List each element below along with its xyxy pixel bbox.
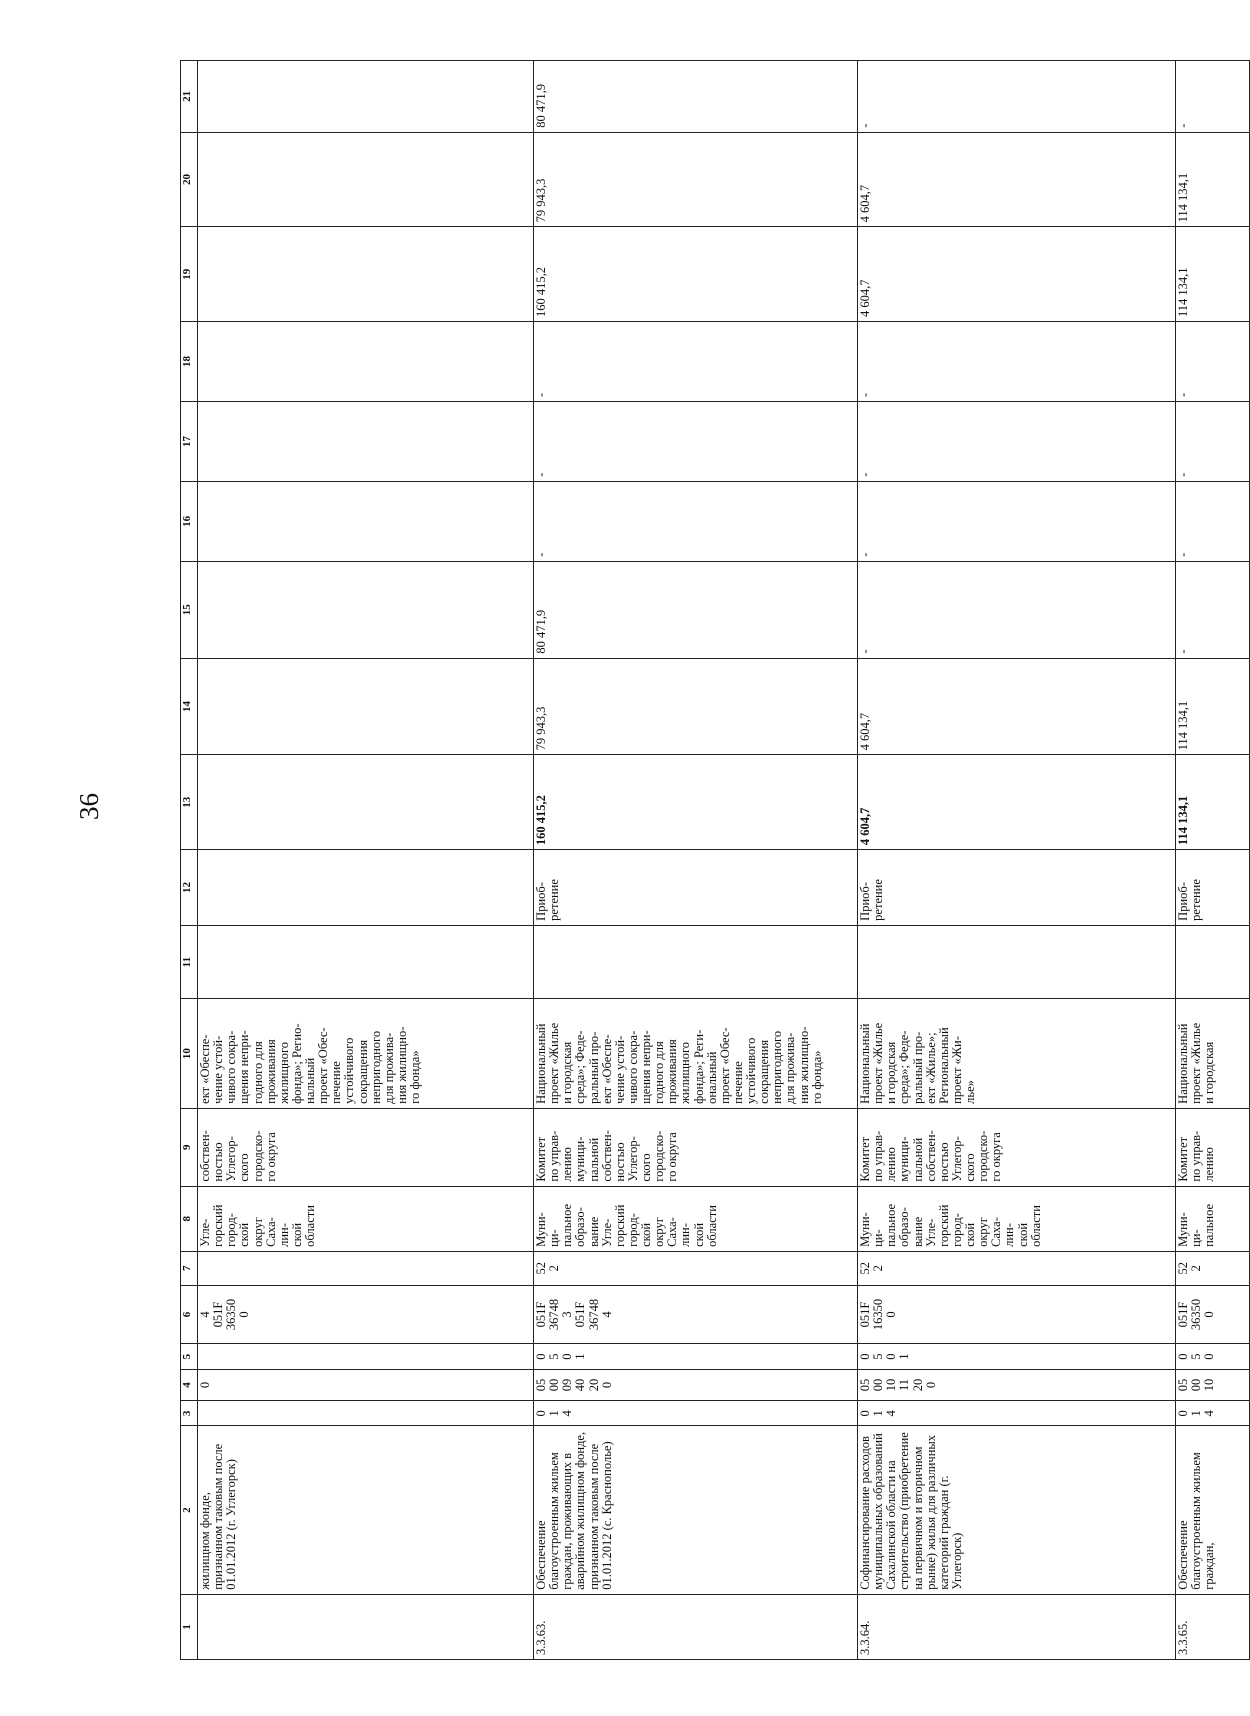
table-cell-col-20: 79 943,3 xyxy=(534,132,858,227)
table-cell-col-3: 0 1 4 xyxy=(858,1401,1176,1426)
table-cell-col-1: 3.3.63. xyxy=(534,1594,858,1659)
table-row xyxy=(858,61,1176,1660)
table-cell-col-9: Комитет по управ- лению муници- пальной собствен- ностью Углегор- ского городско- го округа xyxy=(534,1108,858,1186)
table-cell-col-8: Муни- ци- пальное образо- вание Угле- горский город- ской округ Саха- лин- ской области xyxy=(534,1186,858,1251)
table-row xyxy=(534,61,858,1660)
table-cell-col-17: - xyxy=(534,401,858,481)
table-cell-col-12 xyxy=(198,850,534,926)
table-cell-col-18: - xyxy=(534,322,858,402)
table-cell-col-4: 0 xyxy=(198,1369,534,1401)
table-cell-col-19: 114 134,1 xyxy=(1176,227,1250,322)
table-cell-col-12: Приоб- ретение xyxy=(534,850,858,926)
table-cell-col-18: - xyxy=(858,322,1176,402)
table-body xyxy=(198,61,1250,1660)
table-cell-col-6: 051F 36350 0 xyxy=(1176,1285,1250,1344)
column-header: 10 xyxy=(181,999,198,1108)
table-cell-col-7: 52 2 xyxy=(534,1251,858,1285)
table-cell-col-5: 0 5 0 xyxy=(1176,1344,1250,1369)
column-header: 6 xyxy=(181,1285,198,1344)
table-cell-col-17: - xyxy=(858,401,1176,481)
table-cell-col-11 xyxy=(534,925,858,999)
table-cell-col-14: 114 134,1 xyxy=(1176,658,1250,755)
table-cell-col-7 xyxy=(198,1251,534,1285)
table-cell-col-1: 3.3.64. xyxy=(858,1594,1176,1659)
table-cell-col-14: 4 604,7 xyxy=(858,658,1176,755)
table-cell-col-3 xyxy=(198,1401,534,1426)
column-header: 8 xyxy=(181,1186,198,1251)
table-cell-col-5: 0 5 0 1 xyxy=(858,1344,1176,1369)
column-header: 18 xyxy=(181,322,198,402)
table-cell-col-2: Софинансирование расходов муниципальных образований Сахалинской области на строительство (приобретение на первичном и вторичном рынке) жилья для различных категорий граждан (г. Углегорск) xyxy=(858,1426,1176,1594)
table-cell-col-20 xyxy=(198,132,534,227)
table-cell-col-3: 0 1 4 xyxy=(534,1401,858,1426)
column-header: 15 xyxy=(181,561,198,658)
column-header: 5 xyxy=(181,1344,198,1369)
table-cell-col-11 xyxy=(198,925,534,999)
table-cell-col-10: ект «Обеспе- чение устой- чивого сокра- щения непри- годного для проживания жилищного фонда»; Регио- нальный проект «Обес- печение устойчивого сокращения непригодного для прожива- ния жилищно- го фонда» xyxy=(198,999,534,1108)
column-header: 21 xyxy=(181,61,198,133)
table-cell-col-13: 160 415,2 xyxy=(534,755,858,850)
column-header: 11 xyxy=(181,925,198,999)
column-header: 20 xyxy=(181,132,198,227)
table-cell-col-14 xyxy=(198,658,534,755)
table-cell-col-21: - xyxy=(858,61,1176,133)
column-header: 13 xyxy=(181,755,198,850)
table-cell-col-17: - xyxy=(1176,401,1250,481)
table-cell-col-16: - xyxy=(1176,481,1250,561)
table-cell-col-7: 52 2 xyxy=(1176,1251,1250,1285)
table-cell-col-10: Национальный проект «Жилье и городская xyxy=(1176,999,1250,1108)
table-cell-col-8: Муни- ци- пальное xyxy=(1176,1186,1250,1251)
table-cell-col-7: 52 2 xyxy=(858,1251,1176,1285)
table-row xyxy=(1176,61,1250,1660)
table-cell-col-18: - xyxy=(1176,322,1250,402)
table-cell-col-19 xyxy=(198,227,534,322)
table-cell-col-3: 0 1 4 xyxy=(1176,1401,1250,1426)
column-header: 19 xyxy=(181,227,198,322)
table-cell-col-4: 05 00 10 xyxy=(1176,1369,1250,1401)
table-cell-col-4: 05 00 09 40 20 0 xyxy=(534,1369,858,1401)
table-cell-col-6: 051F 16350 0 xyxy=(858,1285,1176,1344)
column-header: 1 xyxy=(181,1594,198,1659)
table-cell-col-1: 3.3.65. xyxy=(1176,1594,1250,1659)
table-cell-col-12: Приоб- ретение xyxy=(1176,850,1250,926)
table-cell-col-14: 79 943,3 xyxy=(534,658,858,755)
column-header: 14 xyxy=(181,658,198,755)
table-cell-col-1 xyxy=(198,1594,534,1659)
table-cell-col-12: Приоб- ретение xyxy=(858,850,1176,926)
table-cell-col-5: 0 5 0 1 xyxy=(534,1344,858,1369)
table-cell-col-15: - xyxy=(858,561,1176,658)
table-cell-col-16: - xyxy=(534,481,858,561)
column-header: 12 xyxy=(181,850,198,926)
table-cell-col-17 xyxy=(198,401,534,481)
table-cell-col-2: Обеспечение благоустроенным жильем граждан, проживающих в аварийном жилищном фонде, признанном таковым после 01.01.2012 (с. Краснополье) xyxy=(534,1426,858,1594)
table-cell-col-21: 80 471,9 xyxy=(534,61,858,133)
table-cell-col-10: Национальный проект «Жилье и городская среда»; Феде- ральный про- ект «Жилье»; Региональный проект «Жи- лье» xyxy=(858,999,1176,1108)
table-cell-col-15 xyxy=(198,561,534,658)
page-number: 36 xyxy=(74,793,104,820)
table-cell-col-10: Национальный проект «Жилье и городская среда»; Феде- ральный про- ект «Обеспе- чение устой- чивого сокра- щения непри- годного для проживания жилищного фонда»; Реги- ональный проект «Обес- печение устойчивого сокращения непригодного для прожива- ния жилищно- го фонда» xyxy=(534,999,858,1108)
table-cell-col-19: 160 415,2 xyxy=(534,227,858,322)
table-cell-col-8: Угле- горский город- ской округ Саха- лин- ской области xyxy=(198,1186,534,1251)
table-cell-col-18 xyxy=(198,322,534,402)
column-header: 16 xyxy=(181,481,198,561)
table-cell-col-2: Обеспечение благоустроенным жильем граждан, xyxy=(1176,1426,1250,1594)
column-header: 17 xyxy=(181,401,198,481)
table-row xyxy=(198,61,534,1660)
budget-table xyxy=(180,60,1250,1660)
table-cell-col-6: 051F 36748 3 051F 36748 4 xyxy=(534,1285,858,1344)
column-header: 3 xyxy=(181,1401,198,1426)
table-cell-col-4: 05 00 10 11 20 0 xyxy=(858,1369,1176,1401)
table-cell-col-13 xyxy=(198,755,534,850)
table-cell-col-21: - xyxy=(1176,61,1250,133)
table-cell-col-20: 4 604,7 xyxy=(858,132,1176,227)
table-cell-col-9: Комитет по управ- лению муници- пальной собствен- ностью Углегор- ского городско- го округа xyxy=(858,1108,1176,1186)
table-cell-col-16: - xyxy=(858,481,1176,561)
table-cell-col-11 xyxy=(1176,925,1250,999)
table-cell-col-9: Комитет по управ- лению xyxy=(1176,1108,1250,1186)
table-cell-col-19: 4 604,7 xyxy=(858,227,1176,322)
table-cell-col-8: Муни- ци- пальное образо- вание Угле- горский город- ской округ Саха- лин- ской области xyxy=(858,1186,1176,1251)
column-header: 2 xyxy=(181,1426,198,1594)
table-cell-col-21 xyxy=(198,61,534,133)
table-cell-col-6: 4 051F 36350 0 xyxy=(198,1285,534,1344)
column-header: 4 xyxy=(181,1369,198,1401)
table-cell-col-20: 114 134,1 xyxy=(1176,132,1250,227)
table-cell-col-13: 4 604,7 xyxy=(858,755,1176,850)
table-cell-col-5 xyxy=(198,1344,534,1369)
column-header: 9 xyxy=(181,1108,198,1186)
table-cell-col-11 xyxy=(858,925,1176,999)
table-cell-col-15: - xyxy=(1176,561,1250,658)
header-row xyxy=(181,61,198,1660)
table-cell-col-9: собствен- ностью Углегор- ского городско- го округа xyxy=(198,1108,534,1186)
table-cell-col-2: жилищном фонде, признанном таковым после 01.01.2012 (г. Углегорск) xyxy=(198,1426,534,1594)
table-cell-col-13: 114 134,1 xyxy=(1176,755,1250,850)
table-cell-col-15: 80 471,9 xyxy=(534,561,858,658)
table-cell-col-16 xyxy=(198,481,534,561)
column-header: 7 xyxy=(181,1251,198,1285)
